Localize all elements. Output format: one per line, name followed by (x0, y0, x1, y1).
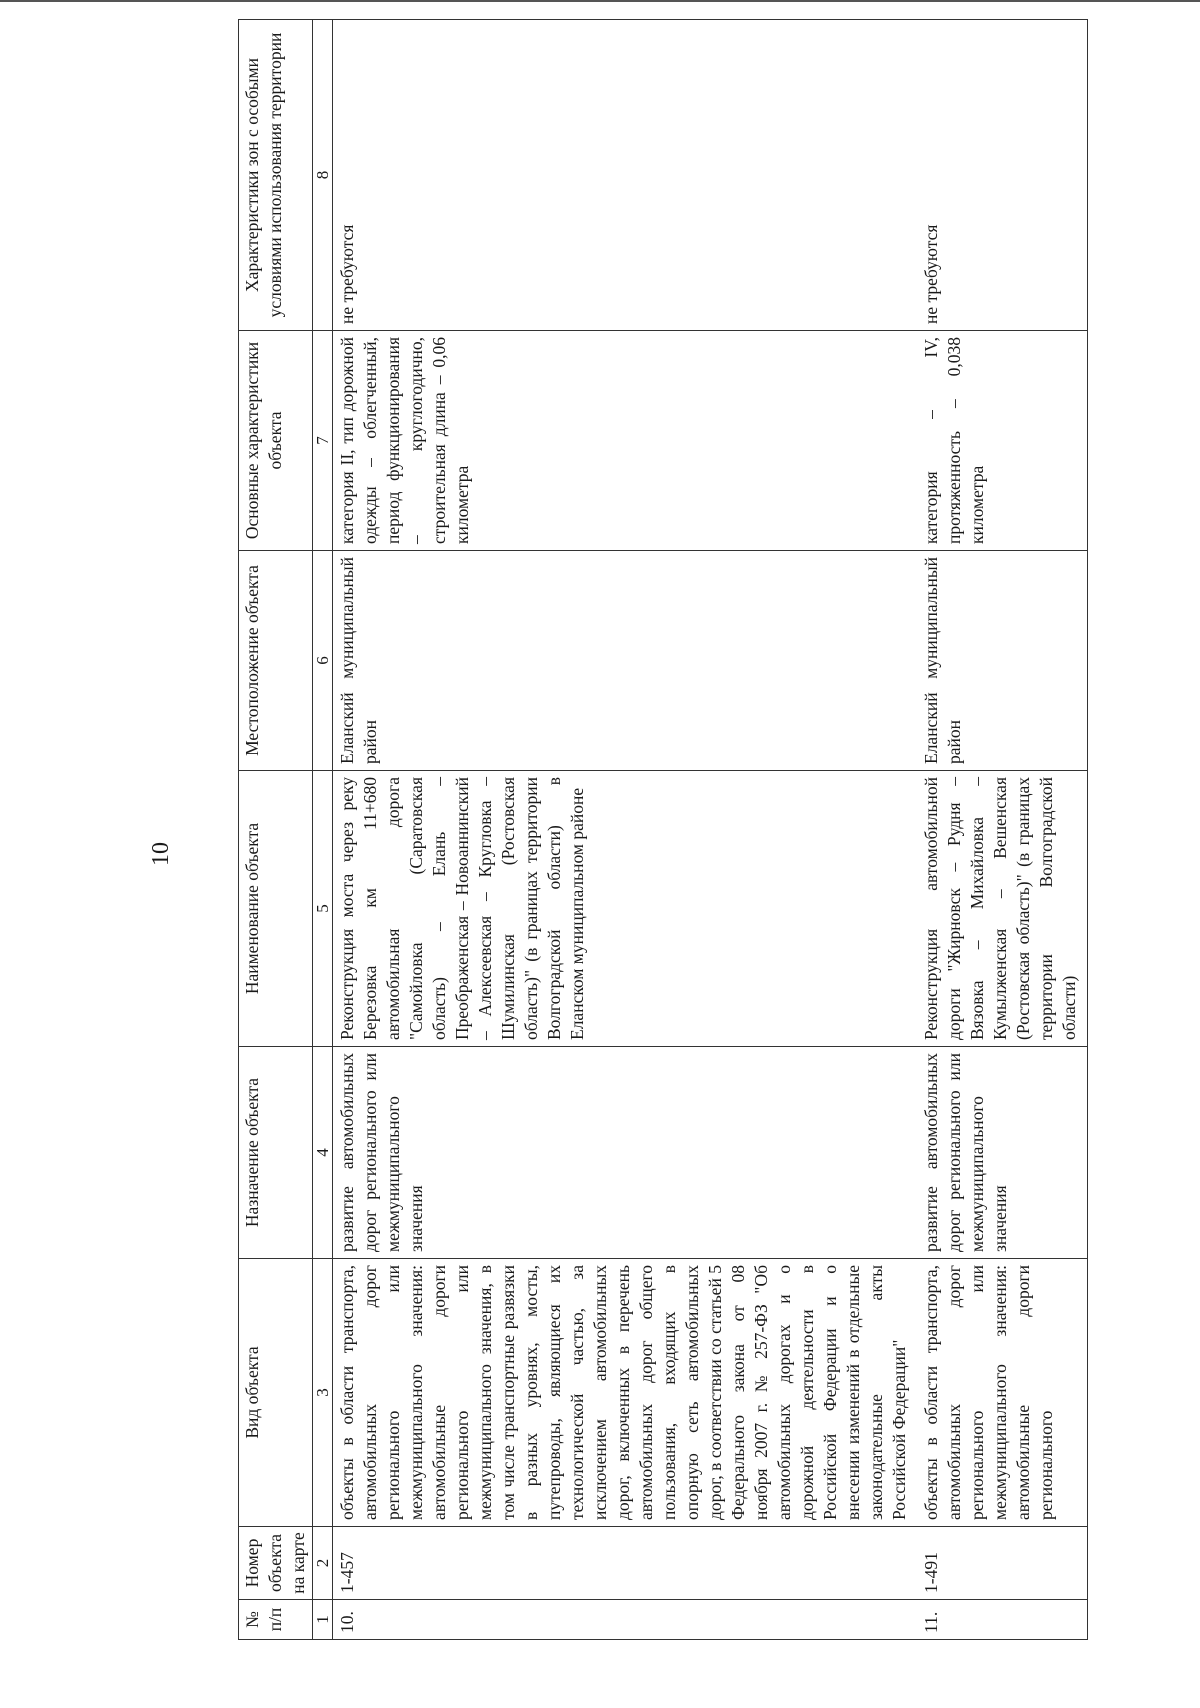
zone-characteristics: не требуются (917, 20, 1088, 331)
column-number-row (313, 20, 333, 1640)
map-number: 1-491 (917, 1527, 1088, 1600)
object-name: Реконструкция моста через реку Березовка км 11+680 автомобильная дорога "Самойловка (Саратовская область) – Елань – Преображенская – Новоаннинский – Алексеевская – Кругловка – Шумилинская (Ростовская область)" (в границах территории Волгоградской области) в Еланском муниципальном районе (333, 771, 918, 1047)
header-cell: № п/п (239, 1600, 313, 1640)
header-cell: Местоположение объекта (239, 551, 313, 771)
header-cell: Назначение объекта (239, 1047, 313, 1259)
row-number: 10. (333, 1600, 918, 1640)
object-name: Реконструкция автомобильной дороги "Жирновск – Рудня – Вязовка – Михайловка – Кумылженская – Вешенская (Ростовская область)" (в границах территории Волгоградской области) (917, 771, 1088, 1047)
object-characteristics: категория – IV, протяженность – 0,038 километра (917, 331, 1088, 551)
table-row (917, 20, 1088, 1640)
header-cell: Номер объекта на карте (239, 1527, 313, 1600)
header-cell: Вид объекта (239, 1259, 313, 1527)
column-number: 2 (313, 1527, 333, 1600)
object-kind: объекты в области транспорта, автомобильных дорог регионального или межмуниципального значения: автомобильные дороги регионального или межмуниципального значения, в том числе транспортные развязки в разных уровнях, мосты, путепроводы, являющиеся их технологической частью, за исключением автомобильных дорог, включенных в перечень автомобильных дорог общего пользования, входящих в опорную сеть автомобильных дорог, в соответствии со статьей 5 Федерального закона от 08 ноября 2007 г. № 257-ФЗ "Об автомобильных дорогах и о дорожной деятельности в Российской Федерации и о внесении изменений в отдельные законодательные акты Российской Федерации" (333, 1259, 918, 1527)
header-row (239, 20, 313, 1640)
column-number: 1 (313, 1600, 333, 1640)
zone-characteristics: не требуются (333, 20, 918, 331)
column-number: 6 (313, 551, 333, 771)
object-purpose: развитие автомобильных дорог регионального или межмуниципального значения (333, 1047, 918, 1259)
page-number: 10 (148, 842, 174, 866)
header-cell: Основные характеристики объекта (239, 331, 313, 551)
column-number: 5 (313, 771, 333, 1047)
object-purpose: развитие автомобильных дорог регионального или межмуниципального значения (917, 1047, 1088, 1259)
column-number: 3 (313, 1259, 333, 1527)
header-cell: Наименование объекта (239, 771, 313, 1047)
object-location: Еланский муниципальный район (333, 551, 918, 771)
object-location: Еланский муниципальный район (917, 551, 1088, 771)
column-number: 7 (313, 331, 333, 551)
column-number: 4 (313, 1047, 333, 1259)
object-characteristics: категория II, тип дорожной одежды – облегченный, период функционирования – круглогодично, строительная длина – 0,06 километра (333, 331, 918, 551)
row-number: 11. (917, 1600, 1088, 1640)
column-number: 8 (313, 20, 333, 331)
map-number: 1-457 (333, 1527, 918, 1600)
object-kind: объекты в области транспорта, автомобильных дорог регионального или межмуниципального значения: автомобильные дороги регионального (917, 1259, 1088, 1527)
rotated-page (120, 0, 1120, 1708)
header-cell: Характеристики зон с особыми условиями использования территории (239, 20, 313, 331)
table-row (333, 20, 918, 1640)
objects-table (238, 19, 1088, 1640)
